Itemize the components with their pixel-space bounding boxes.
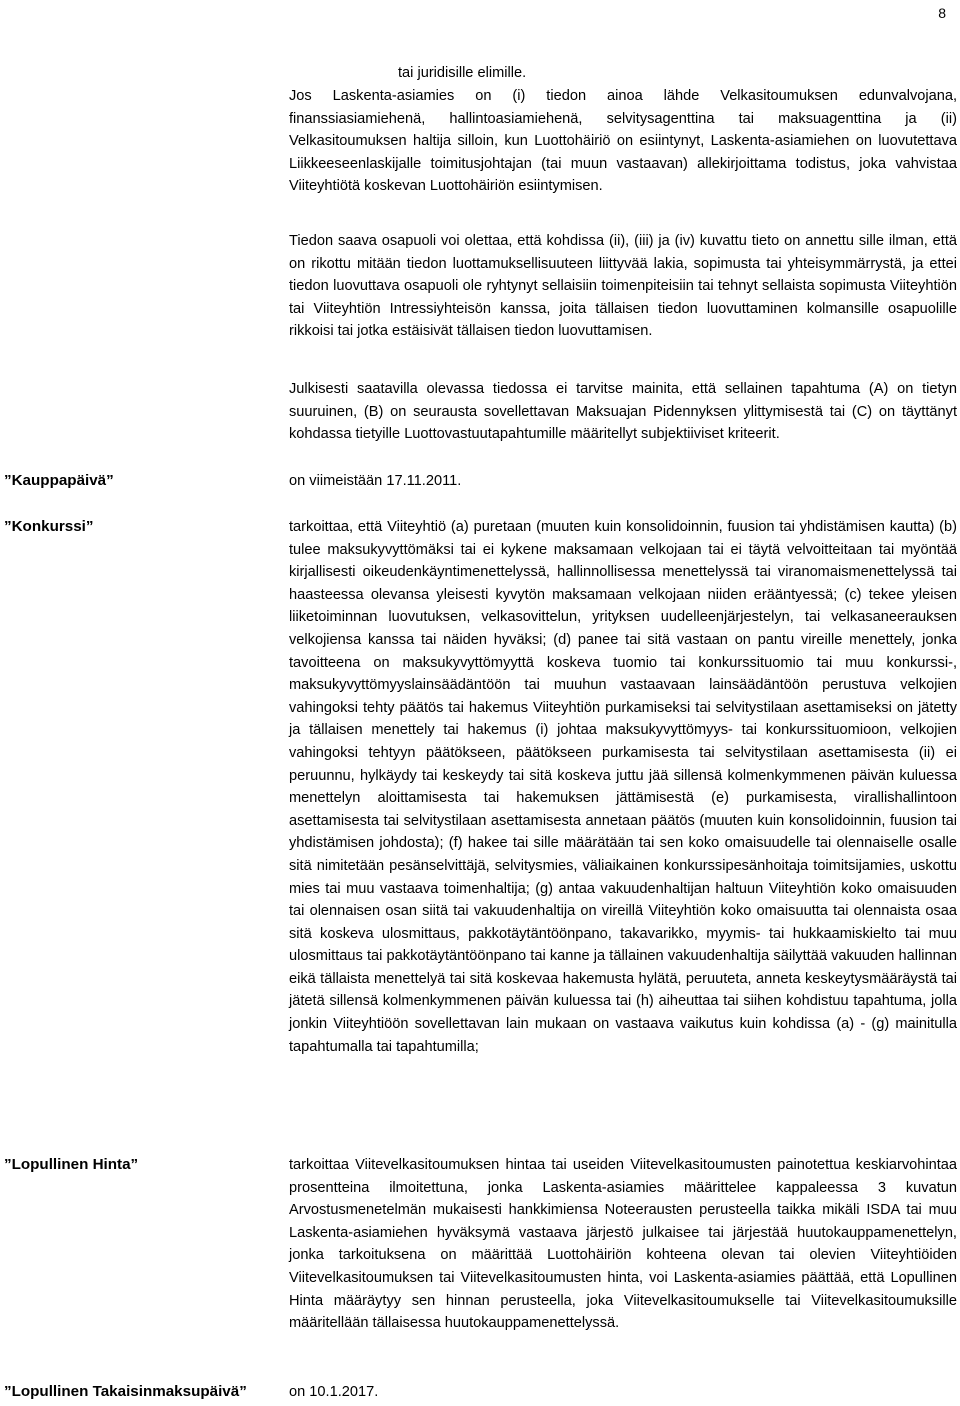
definition-text: tarkoittaa, että Viiteyhtiö (a) puretaan (muuten kuin konsolidoinnin, fuusion tai yhdistämisen kautta) (b) tulee maksukyvyttömäksi tai ei kykene maksamaan velkojaan tai ei täytä velvoitteitaan tai myöntää kirjallisesti oikeudenkäyntimenettelyssä, hallinnollisessa menettelyssä tai viranomaismenettelyssä tai haasteessa olevansa yleisesti kyvytön maksamaan velkojaan niiden erääntyessä; (c) tekee yleisen liiketoiminnan luovutuksen, velkasovittelun, yrityksen uudelleenjärjestelyn, tai velkasaneerauksen velkojiensa kanssa tai näiden hyväksi; (d) panee tai sitä vastaan on pantu vireille menettely, jonka tavoitteena on maksukyvyttömyyttä koskeva tuomio tai konkurssituomio tai muu konkurssi-, maksukyvyttömyyslainsäädäntöön tai muuhun vastaavaan lainsäädäntöön perustuva velkojien vahingoksi tehty päätös tai hakemus Viiteyhtiön purkamiseksi tai selvitystilaan asettamiseksi on jätetty ja tällaisen menettely tai hakemus (i) johtaa maksukyvyttömyys- tai konkurssituomioon, velkojien vahingoksi tehtyyn päätökseen, päätökseen purkamisesta tai selvitystilaan asettamisesta (ii) ei peruunnu, hylkäydy tai keskeydy tai sitä koskeva juttu jää sillensä kolmenkymmenen päivän kuluessa menettelyn aloittamisesta tai hakemuksen jättämisestä (e) purkamisesta, virallishallintoon asettamisesta tai selvitystilaan asettamisesta annetaan päätös (muuten kuin konsolidoinnin, fuusion tai yhdistämisen johdosta); (f) hakee tai sille määrätään tai sen koko omaisuudelle tai olennaiselle osalle sitä nimitetään pesänselvittäjä, selvitysmies, väliaikainen konkurssipesänhoitaja toimitsijamies, uskottu mies tai muu vastaava toimenhaltija; (g) antaa vakuudenhaltijan haltuun Viiteyhtiön koko omaisuuden tai olennaisen osan siitä tai vakuudenhaltija on vireillä Viiteyhtiön koko omaisuutta tai olennaista osaa sitä koskeva ulosmittaus, pakkotäytäntöönpano, takavarikko, myymis- tai hukkaamiskielto tai muu ulosmittaus tai pakkotäytäntöönpano tai kanne ja tällainen vakuudenhaltija säilyttää vakuuden hallinnan eikä tällaista menettelyä tai sitä koskevaa hakemusta hylätä, peruuteta, anneta keskeytysmääräystä tai jätetä sillensä kolmenkymmenen päivän kuluessa tai (h) aiheuttaa tai siihen kohdistuu tapahtuma, jolla jonkin Viiteyhtiöön sovellettavan lain mukaan on vastaava vaikutus kuin kohdissa (a) - (g) mainitulla tapahtumalla tai tapahtumilla;: [289, 519, 957, 1055]
definition-term: ”Lopullinen Takaisinmaksupäivä”: [4, 1383, 247, 1400]
page-number: 8: [938, 5, 946, 21]
definition-text: tarkoittaa Viitevelkasitoumuksen hintaa tai useiden Viitevelkasitoumusten painotettua keskiarvohintaa prosentteina ilmoitettuna, jonka Laskenta-asiamies määrittelee kappaleessa 3 kuvatun Arvostusmenetelmän mukaisesti hankkimiensa Noteerausten perusteella taikka mikäli ISDA tai muu Laskenta-asiamiehen hyväksymä vastaava järjestö julkaisee tai järjestää huutokauppamenettelyn, jonka tarkoituksena on määrittää Luottohäiriön kohteena olevan tai olevien Viiteyhtiöiden Viitevelkasitoumuksen tai Viitevelkasitoumusten hinta, voi Laskenta-asiamies päättää, että Lopullinen Hinta määräytyy sen hinnan perusteella, joka Viitevelkasitoumukselle tai Viitevelkasitoumuksille määritellään tällaisessa huutokauppamenettelyssä.: [289, 1157, 957, 1332]
paragraph-public-information: Julkisesti saatavilla olevassa tiedossa ei tarvitse mainita, että sellainen tapahtuma (A) on tietyn suuruinen, (B) on seurausta sovellettavan Maksuajan Pidennyksen ylittymisestä tai (C) on täyttänyt kohdassa tietyille Luottovastuutapahtumille määritellyt subjektiiviset kriteerit.: [289, 381, 957, 443]
paragraph-confidentiality: Tiedon saava osapuoli voi olettaa, että kohdissa (ii), (iii) ja (iv) kuvattu tieto on annettu sille ilman, että on rikottu mitään tiedon luottamuksellisuuteen liittyvää lakia, sopimusta tai yhteisymmärrystä, ja ettei tiedon luovuttava osapuoli ole ryhtynyt sellaisiin toimenpiteisiin tai tehnyt sellaista sopimusta Viiteyhtiön tai Viiteyhtiön Intressiyhteisön kanssa, joita tällaisen tiedon luovuttaminen kolmansille osapuolille rikkoisi tai jotka estäisivät tällaisen tiedon luovuttamisen.: [289, 233, 957, 340]
continued-line: tai juridisille elimille.: [398, 65, 527, 81]
paragraph-notification: Jos Laskenta-asiamies on (i) tiedon ainoa lähde Velkasitoumuksen edunvalvojana, finanssiasiamiehenä, hallintoasiamiehenä, selvitysagenttina tai maksuagenttina ja (ii) Velkasitoumuksen haltija silloin, kun Luottohäiriö on esiintynyt, Laskenta-asiamiehen on luovutettava Liikkeeseenlaskijalle toimitusjohtajan (tai muun vastaavan) allekirjoittama todistus, joka vahvistaa Viiteyhtiötä koskevan Luottohäiriön esiintymisen.: [289, 88, 957, 195]
definition-term: ”Konkurssi”: [4, 518, 94, 535]
definition-term: ”Kauppapäivä”: [4, 472, 114, 489]
definition-text: on 10.1.2017.: [289, 1384, 379, 1400]
definition-term: ”Lopullinen Hinta”: [4, 1156, 139, 1173]
definition-text: on viimeistään 17.11.2011.: [289, 473, 462, 489]
